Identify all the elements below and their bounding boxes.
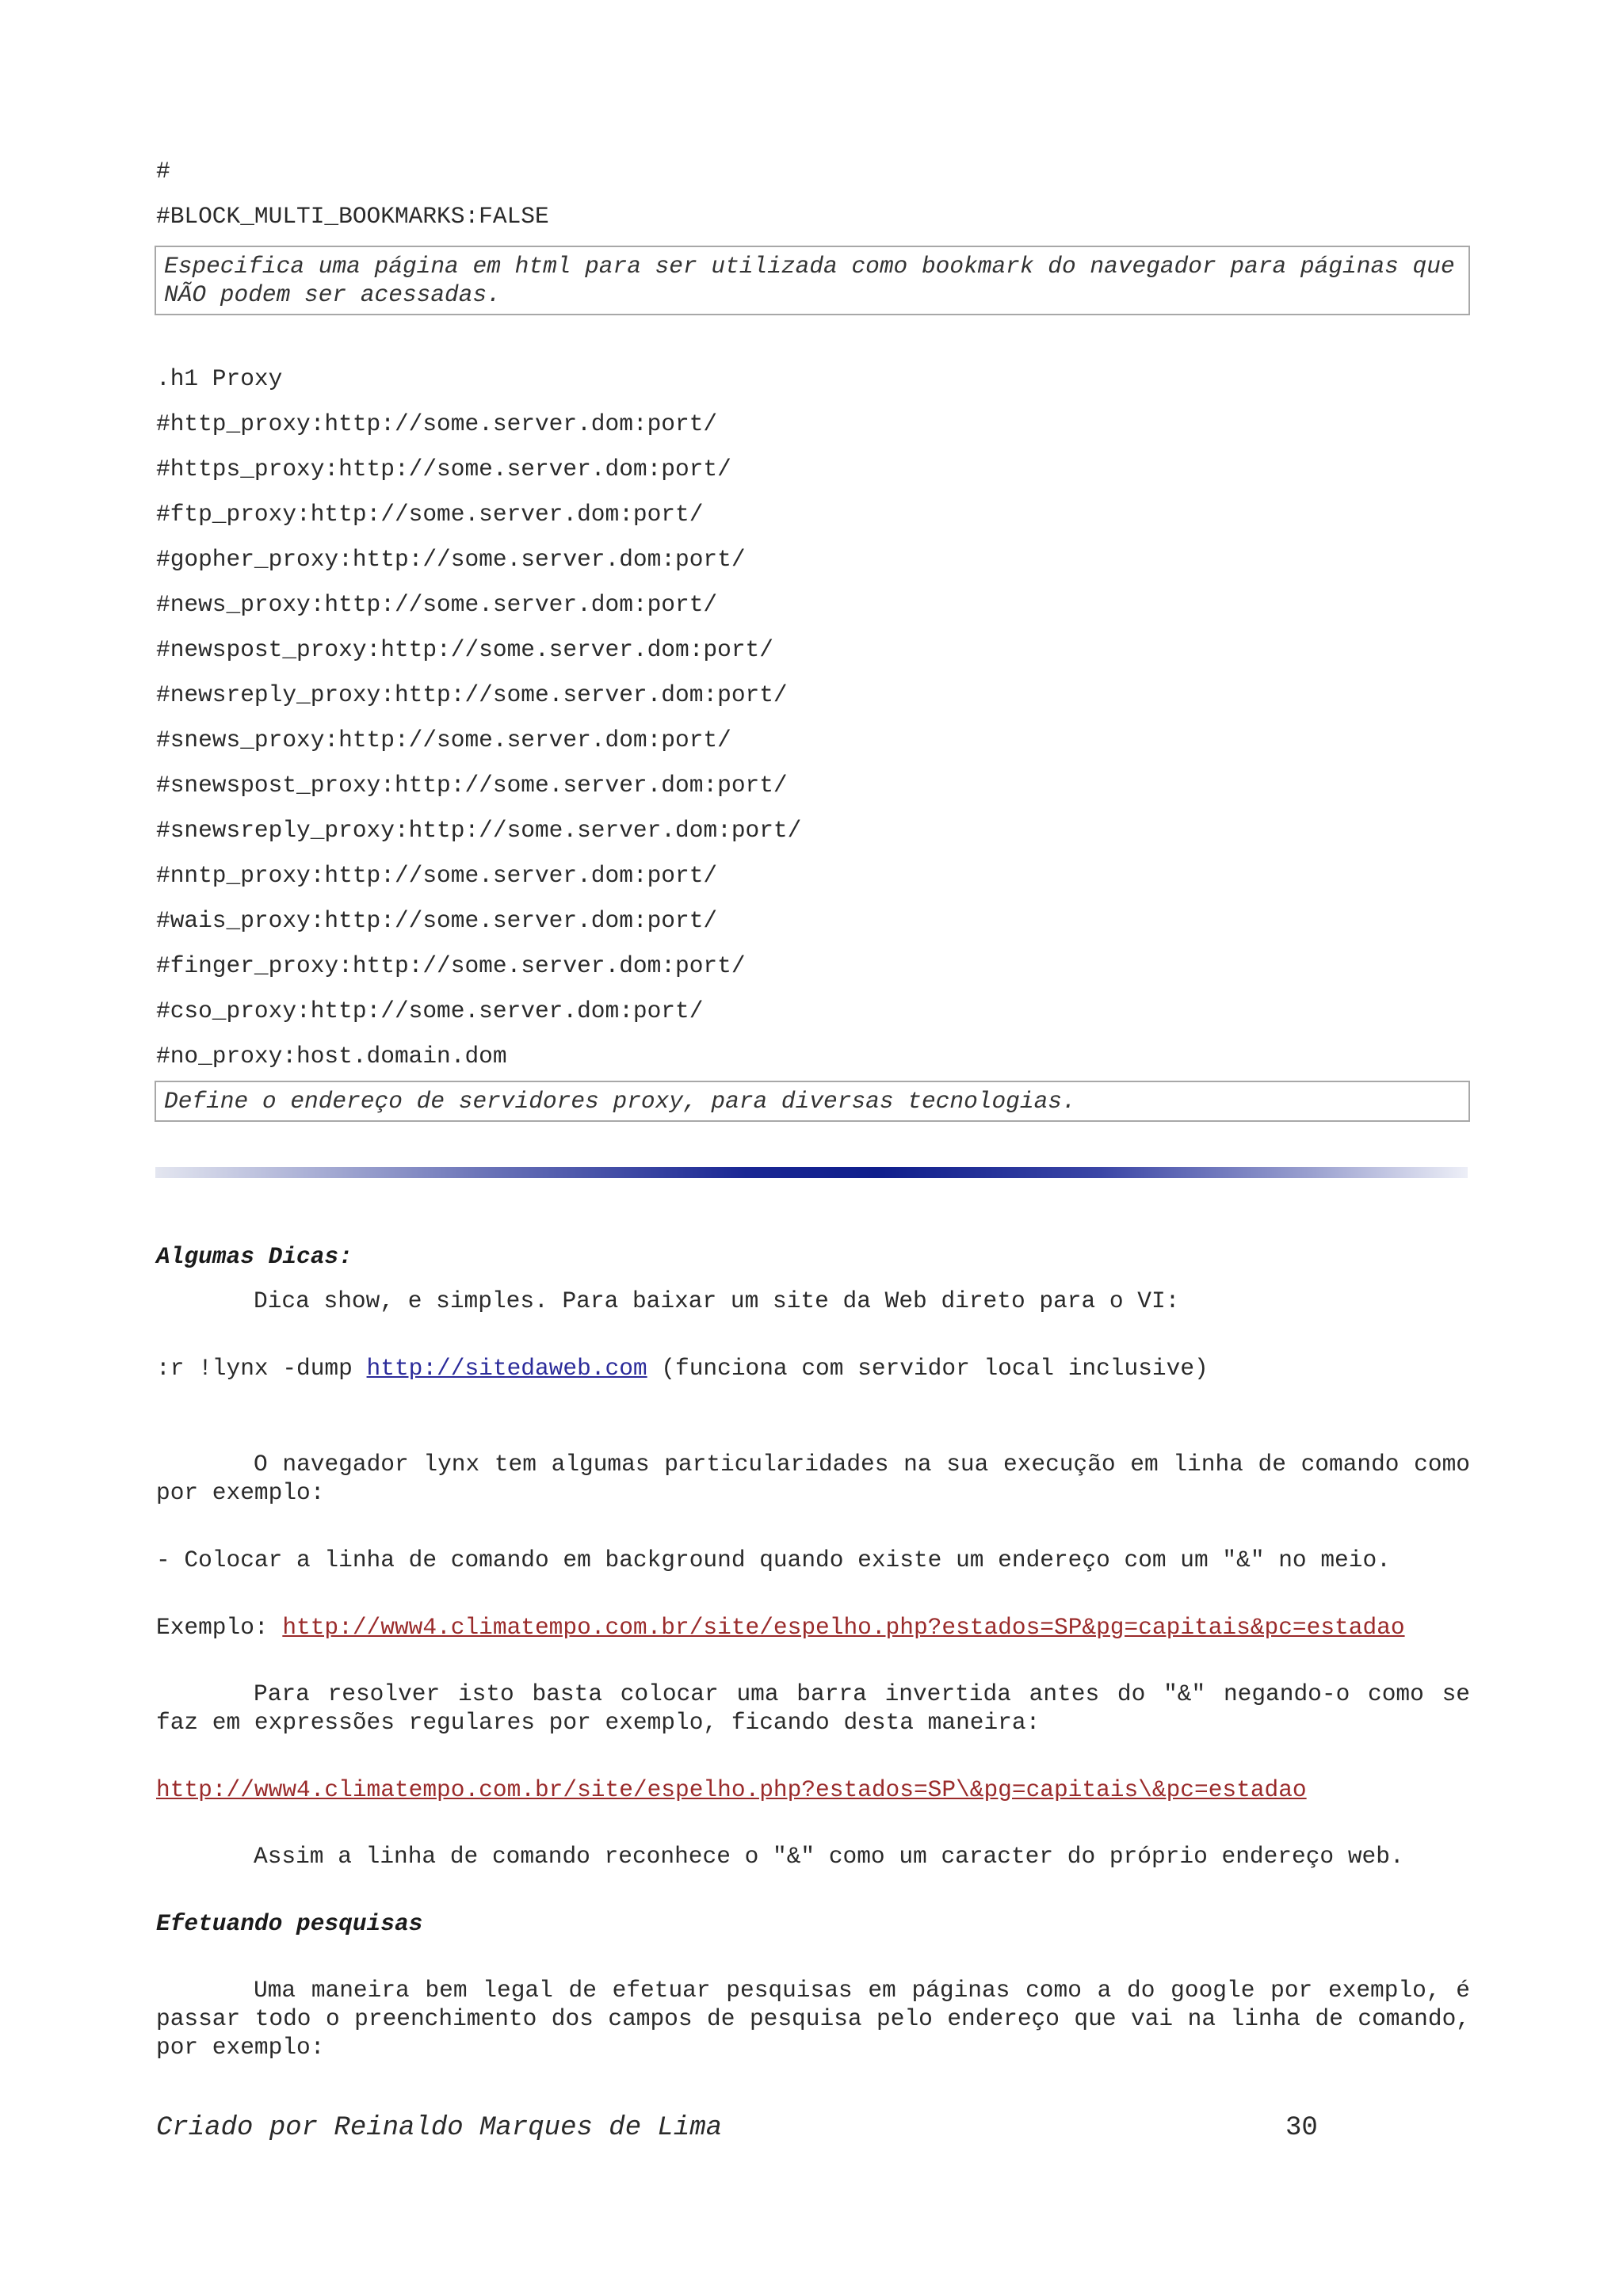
code-line-snews-proxy: #snews_proxy:http://some.server.dom:port/	[156, 727, 731, 753]
assim-paragraph: Assim a linha de comando reconhece o "&" como um caracter do próprio endereço web.	[254, 1843, 1404, 1870]
code-line-cso-proxy: #cso_proxy:http://some.server.dom:port/	[156, 997, 704, 1024]
sitedaweb-link[interactable]: http://sitedaweb.com	[366, 1355, 647, 1382]
heading-efetuando-pesquisas: Efetuando pesquisas	[156, 1910, 423, 1937]
heading-algumas-dicas: Algumas Dicas:	[156, 1243, 353, 1270]
code-line-http-proxy: #http_proxy:http://some.server.dom:port/	[156, 410, 718, 437]
escaped-link-line	[156, 1775, 1307, 1804]
code-line-no-proxy: #no_proxy:host.domain.dom	[156, 1043, 507, 1070]
code-line-snewsreply-proxy: #snewsreply_proxy:http://some.server.dom:port/	[156, 817, 802, 844]
lynx-particularities-paragraph: O navegador lynx tem algumas particularidades na sua execução em linha de comando como por exemplo:	[156, 1451, 1470, 1506]
code-line-hash: #	[156, 158, 170, 185]
example-climatempo-link[interactable]: http://www4.climatempo.com.br/site/espelho.php?estados=SP&pg=capitais&pc=estadao	[282, 1614, 1405, 1641]
example-label: Exemplo:	[156, 1614, 283, 1641]
note-box-bookmarks: Especifica uma página em html para ser utilizada como bookmark do navegador para páginas que NÃO podem ser acessadas.	[155, 246, 1470, 315]
code-line-wais-proxy: #wais_proxy:http://some.server.dom:port/	[156, 907, 718, 934]
code-line-ftp-proxy: #ftp_proxy:http://some.server.dom:port/	[156, 501, 704, 528]
page-number: 30	[1285, 2113, 1318, 2143]
code-line-newspost-proxy: #newspost_proxy:http://some.server.dom:port/	[156, 636, 773, 663]
lynx-command-prefix: :r !lynx -dump	[156, 1355, 367, 1382]
code-line-block-multi-bookmarks: #BLOCK_MULTI_BOOKMARKS:FALSE	[156, 203, 549, 230]
lynx-command-suffix: (funciona com servidor local inclusive)	[647, 1355, 1209, 1382]
search-paragraph: Uma maneira bem legal de efetuar pesquisas em páginas como a do google por exemplo, é passar todo o preenchimento dos campos de pesquisa pelo endereço que vai na linha de comando, por exemplo:	[156, 1977, 1470, 2061]
code-line-news-proxy: #news_proxy:http://some.server.dom:port/	[156, 591, 718, 618]
example-line	[156, 1613, 1405, 1642]
footer-author: Criado por Reinaldo Marques de Lima	[156, 2113, 723, 2143]
code-line-finger-proxy: #finger_proxy:http://some.server.dom:port/	[156, 952, 746, 979]
tips-intro: Dica show, e simples. Para baixar um site da Web direto para o VI:	[254, 1287, 1180, 1314]
section-divider	[155, 1167, 1468, 1178]
background-bullet: - Colocar a linha de comando em background quando existe um endereço com um "&" no meio.	[156, 1547, 1391, 1573]
code-line-gopher-proxy: #gopher_proxy:http://some.server.dom:port/	[156, 546, 746, 573]
resolve-paragraph: Para resolver isto basta colocar uma barra invertida antes do "&" negando-o como se faz em expressões regulares por exemplo, ficando desta maneira:	[156, 1680, 1470, 1736]
code-line-nntp-proxy: #nntp_proxy:http://some.server.dom:port/	[156, 862, 718, 889]
code-line-snewspost-proxy: #snewspost_proxy:http://some.server.dom:port/	[156, 772, 788, 799]
code-line-https-proxy: #https_proxy:http://some.server.dom:port/	[156, 456, 731, 482]
code-line-newsreply-proxy: #newsreply_proxy:http://some.server.dom:port/	[156, 681, 788, 708]
lynx-command-line	[156, 1354, 1209, 1383]
escaped-climatempo-link[interactable]: http://www4.climatempo.com.br/site/espelho.php?estados=SP\&pg=capitais\&pc=estadao	[156, 1776, 1307, 1803]
note-box-proxy: Define o endereço de servidores proxy, para diversas tecnologias.	[155, 1081, 1470, 1122]
code-line-proxy-heading: .h1 Proxy	[156, 365, 283, 392]
